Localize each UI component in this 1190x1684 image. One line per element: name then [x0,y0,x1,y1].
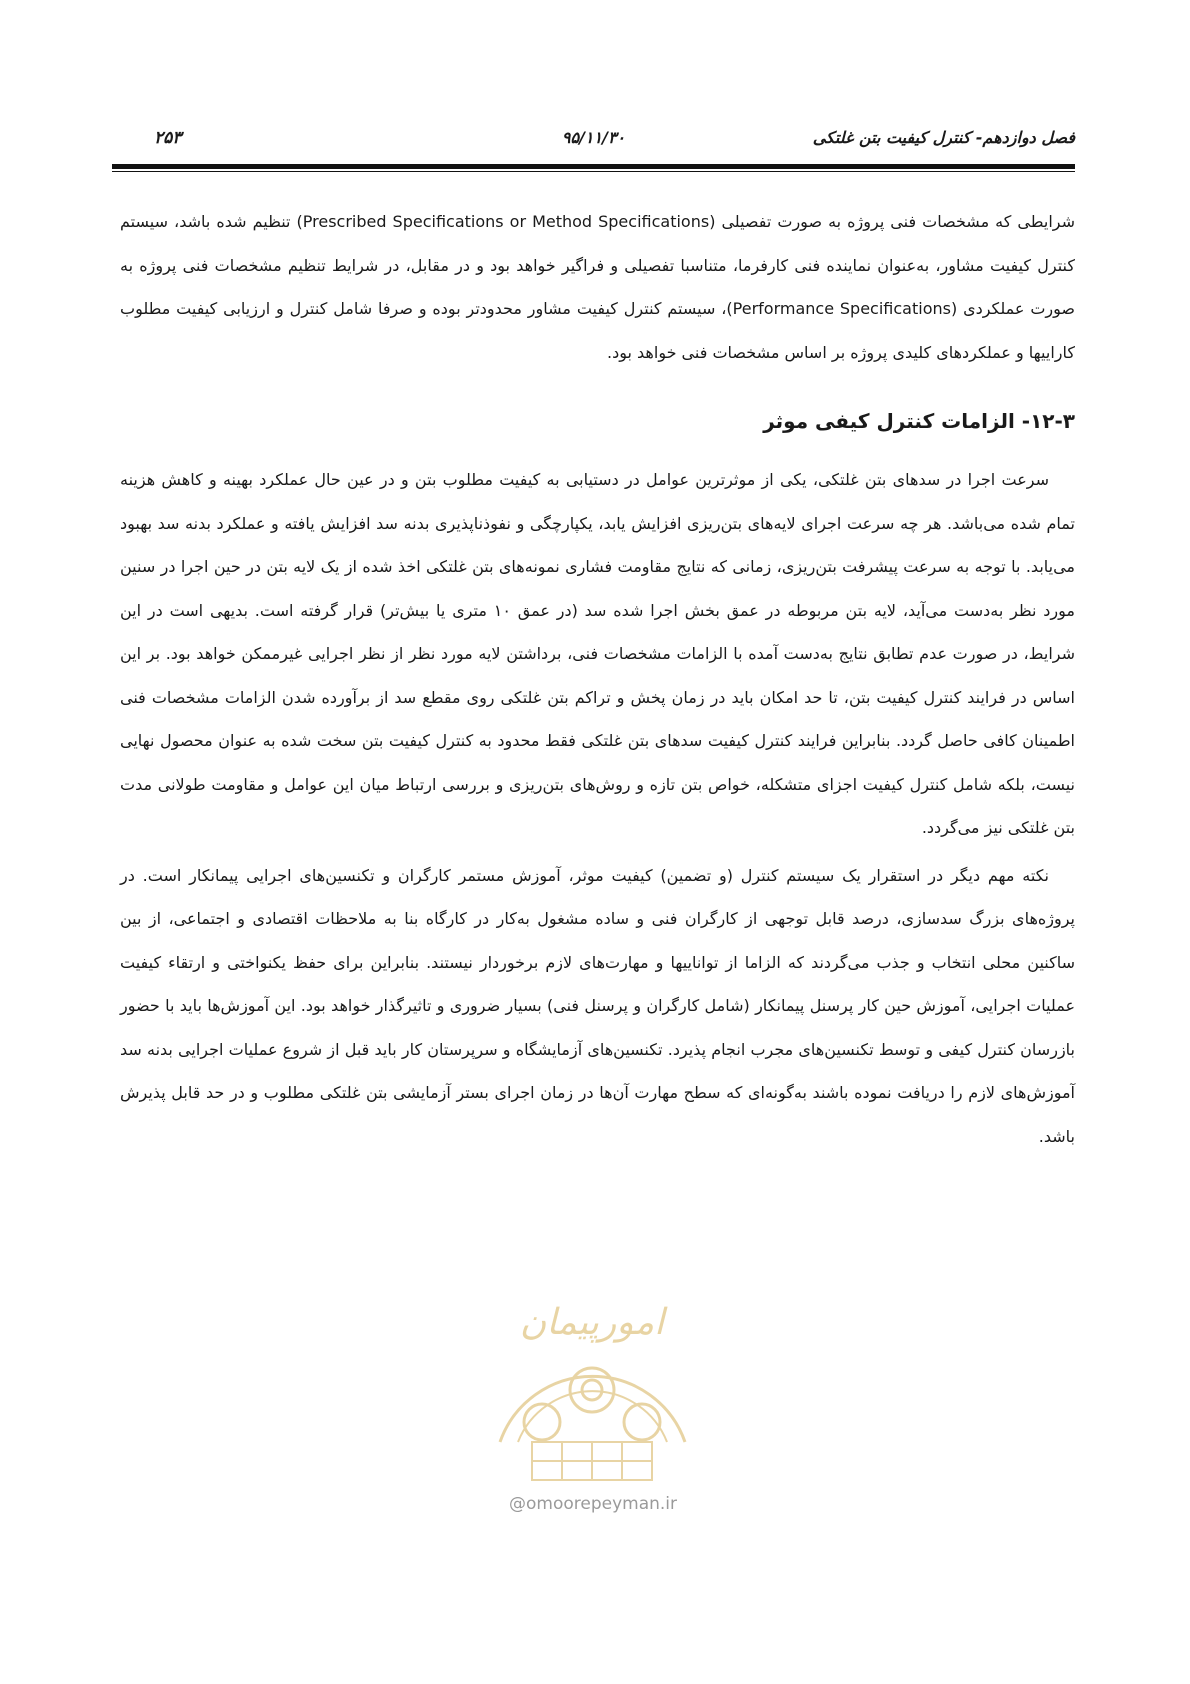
page-header [112,126,1075,162]
watermark-logo [470,1272,715,1487]
section-heading: ۱۲-۳- الزامات کنترل کیفی موثر [763,409,1075,433]
watermark-logo-text: امورپیمان [519,1302,665,1343]
chapter-title: فصل دوازدهم- کنترل کیفیت بتن غلتکی [812,128,1075,147]
paragraph-1: شرایطی که مشخصات فنی پروژه به صورت تفصیلی (Prescribed Specifications or Method Specifications) تنظیم شده باشد، سیستم کنترل کیفیت مشاور، به‌عنوان نماینده فنی کارفرما، متناسبا تفصیلی و فراگیر خواهد بود و در مقابل، در شرایط تنظیم مشخصات فنی پروژه به صورت عملکردی (Performance Specifications)، سیستم کنترل کیفیت مشاور محدودتر بوده و صرفا شامل کنترل و ارزیابی کیفیت مطلوب کاراییها و عملکردهای کلیدی پروژه بر اساس مشخصات فنی خواهد بود. [120,212,1076,362]
paragraph-2: سرعت اجرا در سدهای بتن غلتکی، یکی از موثرترین عوامل در دستیابی به کیفیت مطلوب بتن و در عین حال عملکرد بهینه و کاهش هزینه تمام شده می‌باشد. هر چه سرعت اجرای لایه‌های بتن‌ریزی افزایش یابد، یکپارچگی و نفوذناپذیری بدنه سد افزایش یافته و عملکرد بدنه سد بهبود می‌یابد. با توجه به سرعت پیشرفت بتن‌ریزی، زمانی که نتایج مقاومت فشاری نمونه‌های بتن غلتکی اخذ شده از یک لایه بتن در حین اجرا در سنین مورد نظر به‌دست می‌آید، لایه بتن مربوطه در عمق بخش اجرا شده سد (در عمق ۱۰ متری یا بیش‌تر) قرار گرفته است. بدیهی است در این شرایط، در صورت عدم تطابق نتایج به‌دست آمده با الزامات مشخصات فنی، برداشتن لایه مورد نظر از نظر اجرایی غیرممکن خواهد بود. بر این اساس در فرایند کنترل کیفیت بتن، تا حد امکان باید در زمان پخش و تراکم بتن غلتکی روی مقطع سد از برآورده شدن الزامات مشخصات فنی اطمینان کافی حاصل گردد. بنابراین فرایند کنترل کیفیت سدهای بتن غلتکی فقط محدود به کنترل کیفیت بتن سخت شده به عنوان محصول نهایی نیست، بلکه شامل کنترل کیفیت اجزای متشکله، خواص بتن تازه و روش‌های بتن‌ریزی و بررسی ارتباط میان این عوامل و مقاومت طولانی مدت بتن غلتکی نیز می‌گردد. [120,470,1075,837]
header-date: ۹۵/۱۱/۳۰ [561,128,626,147]
header-rule-thin [112,171,1075,172]
watermark-site: @omoorepeyman.ir [508,1494,678,1514]
document-body [120,200,1075,1158]
page-number: ۲۵۳ [154,128,182,148]
paragraph-3: نکته مهم دیگر در استقرار یک سیستم کنترل (و تضمین) کیفیت موثر، آموزش مستمر کارگران و تکنسین‌های اجرایی پیمانکار است. در پروژه‌های بزرگ سدسازی، درصد قابل توجهی از کارگران فنی و ساده مشغول به‌کار در کارگاه بنا به ملاحظات اقتصادی و اجتماعی، از بین ساکنین محلی انتخاب و جذب می‌گردند که الزاما از تواناییها و مهارت‌های لازم برخوردار نیستند. بنابراین برای حفظ یکنواختی و ارتقاء کیفیت عملیات اجرایی، آموزش حین کار پرسنل پیمانکار (شامل کارگران و پرسنل فنی) بسیار ضروری و تاثیرگذار خواهد بود. این آموزش‌ها باید با حضور بازرسان کنترل کیفی و توسط تکنسین‌های مجرب انجام پذیرد. تکنسین‌های آزمایشگاه و سرپرستان کار باید قبل از شروع عملیات اجرایی بدنه سد آموزش‌های لازم را دریافت نموده باشند به‌گونه‌ای که سطح مهارت آن‌ها در زمان اجرای بستر آزمایشی بتن غلتکی مطلوب و در حد قابل پذیرش باشد. [120,865,1075,1146]
header-rule-thick [112,164,1075,169]
